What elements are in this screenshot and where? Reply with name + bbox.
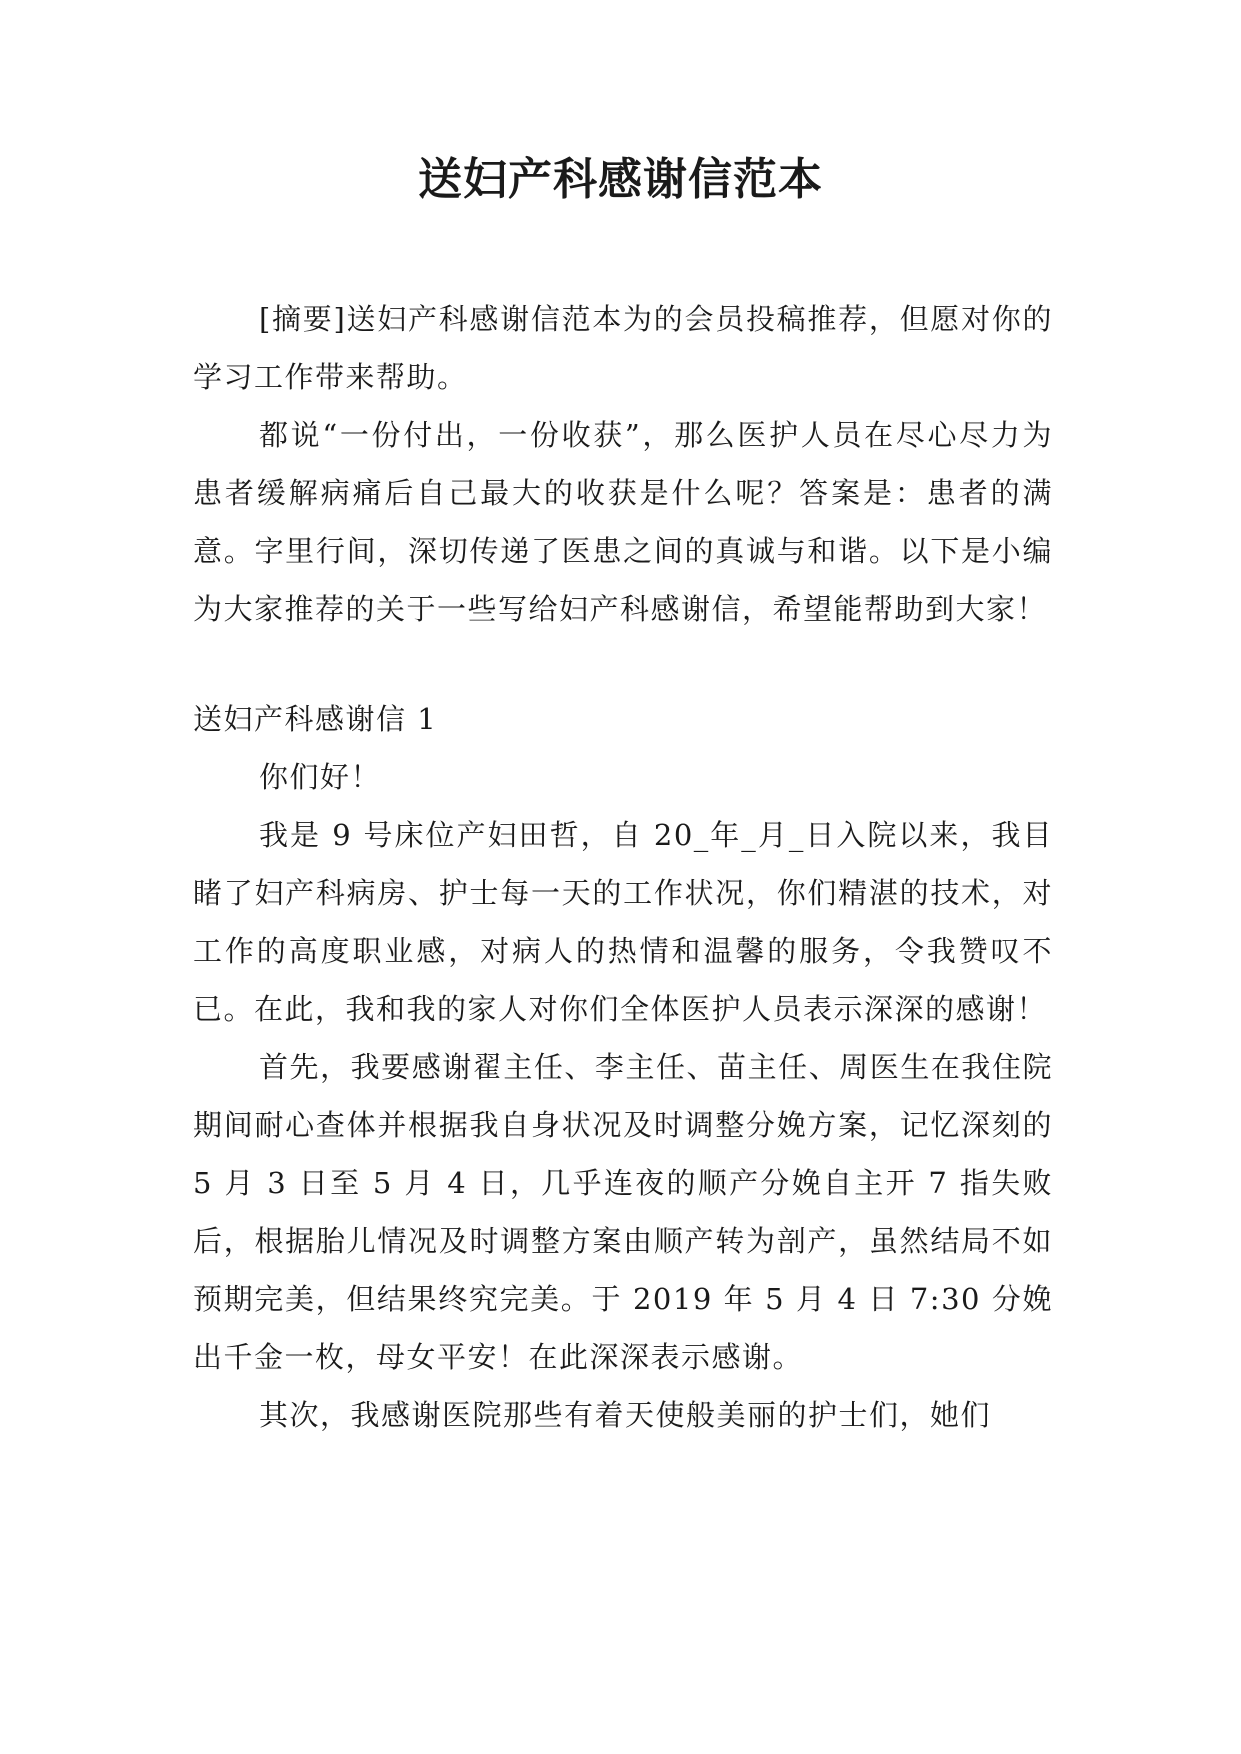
abstract-paragraph: [摘要]送妇产科感谢信范本为的会员投稿推荐，但愿对你的学习工作带来帮助。 xyxy=(193,302,1053,394)
letter-paragraph: 首先，我要感谢翟主任、李主任、苗主任、周医生在我住院期间耐心查体并根据我自身状况及时调整分娩方案，记忆深刻的 5 月 3 日至 5 月 4 日，几乎连夜的顺产分娩自主开 7 指失败后，根据胎儿情况及时调整方案由顺产转为剖产，虽然结局不如预期完美，但结果终究完美。于 2019 年 5 月 4 日 7:30 分娩出千金一枚，母女平安！在此深深表示感谢。 xyxy=(193,1050,1053,1374)
letter-paragraph: 我是 9 号床位产妇田哲，自 20_年_月_日入院以来，我目睹了妇产科病房、护士每一天的工作状况，你们精湛的技术，对工作的高度职业感，对病人的热情和温馨的服务，令我赞叹不已。在此，我和我的家人对你们全体医护人员表示深深的感谢！ xyxy=(193,818,1053,1026)
letter-greeting: 你们好！ xyxy=(259,760,382,794)
section-heading: 送妇产科感谢信 1 xyxy=(193,702,438,736)
section-spacer xyxy=(193,638,1053,690)
document-title: 送妇产科感谢信范本 xyxy=(418,154,823,205)
letter-paragraph: 其次，我感谢医院那些有着天使般美丽的护士们，她们 xyxy=(259,1398,992,1432)
intro-paragraph: 都说“一份付出，一份收获”，那么医护人员在尽心尽力为患者缓解病痛后自己最大的收获是什么呢？答案是：患者的满意。字里行间，深切传递了医患之间的真诚与和谐。以下是小编为大家推荐的关于一些写给妇产科感谢信，希望能帮助到大家！ xyxy=(193,418,1053,626)
document-body xyxy=(193,290,1053,1444)
